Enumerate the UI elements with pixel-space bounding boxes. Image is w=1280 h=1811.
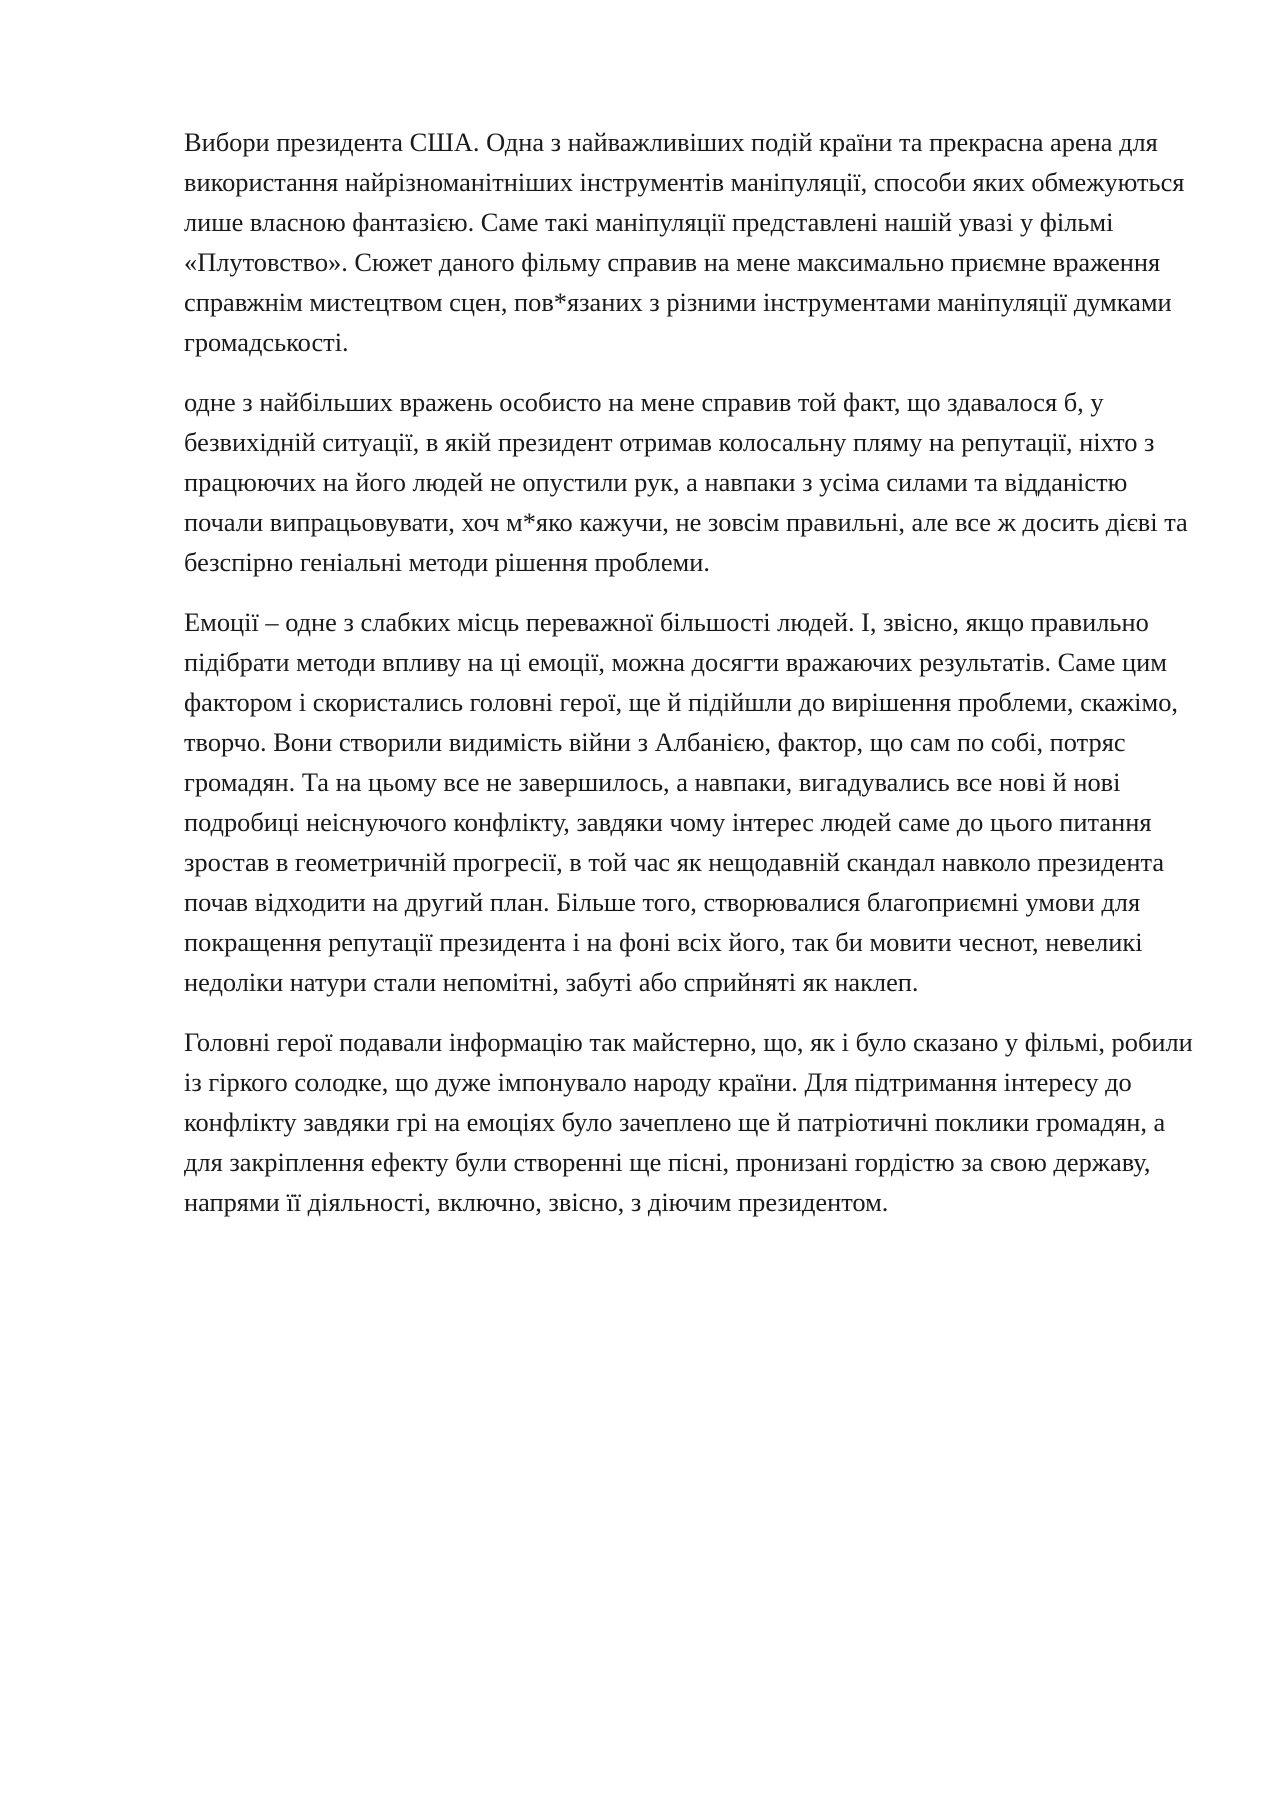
paragraph-4: Головні герої подавали інформацію так майстерно, що, як і було сказано у фільмі, робили із гіркого солодке, що дуже імпонувало народу країни. Для підтримання інтересу до конфлікту завдяки грі на емоціях було зачеплено ще й патріотичні поклики громадян, а для закріплення ефекту були створенні ще пісні, пронизані гордістю за свою державу, напрями її діяльності, включно, звісно, з діючим президентом.: [184, 1027, 1193, 1217]
document-body: [184, 122, 1194, 1242]
paragraph-1: Вибори президента США. Одна з найважливіших подій країни та прекрасна арена для використання найрізноманітніших інструментів маніпуляції, способи яких обмежуються лише власною фантазією. Саме такі маніпуляції представлені нашій увазі у фільмі «Плутовство». Сюжет даного фільму справив на мене максимально приємне враження справжнім мистецтвом сцен, пов*язаних з різними інструментами маніпуляції думками громадськості.: [184, 127, 1185, 357]
paragraph-2: одне з найбільших вражень особисто на мене справив той факт, що здавалося б, у безвихідній ситуації, в якій президент отримав колосальну пляму на репутації, ніхто з працюючих на його людей не опустили рук, а навпаки з усіма силами та відданістю почали випрацьовувати, хоч м*яко кажучи, не зовсім правильні, але все ж досить дієві та безспірно геніальні методи рішення проблеми.: [184, 387, 1188, 577]
paragraph-3: Емоції – одне з слабких місць переважної більшості людей. І, звісно, якщо правильно підібрати методи впливу на ці емоції, можна досягти вражаючих результатів. Саме цим фактором і скористались головні герої, ще й підійшли до вирішення проблеми, скажімо, творчо. Вони створили видимість війни з Албанією, фактор, що сам по собі, потряс громадян. Та на цьому все не завершилось, а навпаки, вигадувались все нові й нові подробиці неіснуючого конфлікту, завдяки чому інтерес людей саме до цього питання зростав в геометричній прогресії, в той час як нещодавній скандал навколо президента почав відходити на другий план. Більше того, створювалися благоприємні умови для покращення репутації президента і на фоні всіх його, так би мовити чеснот, невеликі недоліки натури стали непомітні, забуті або сприйняті як наклеп.: [184, 607, 1178, 997]
